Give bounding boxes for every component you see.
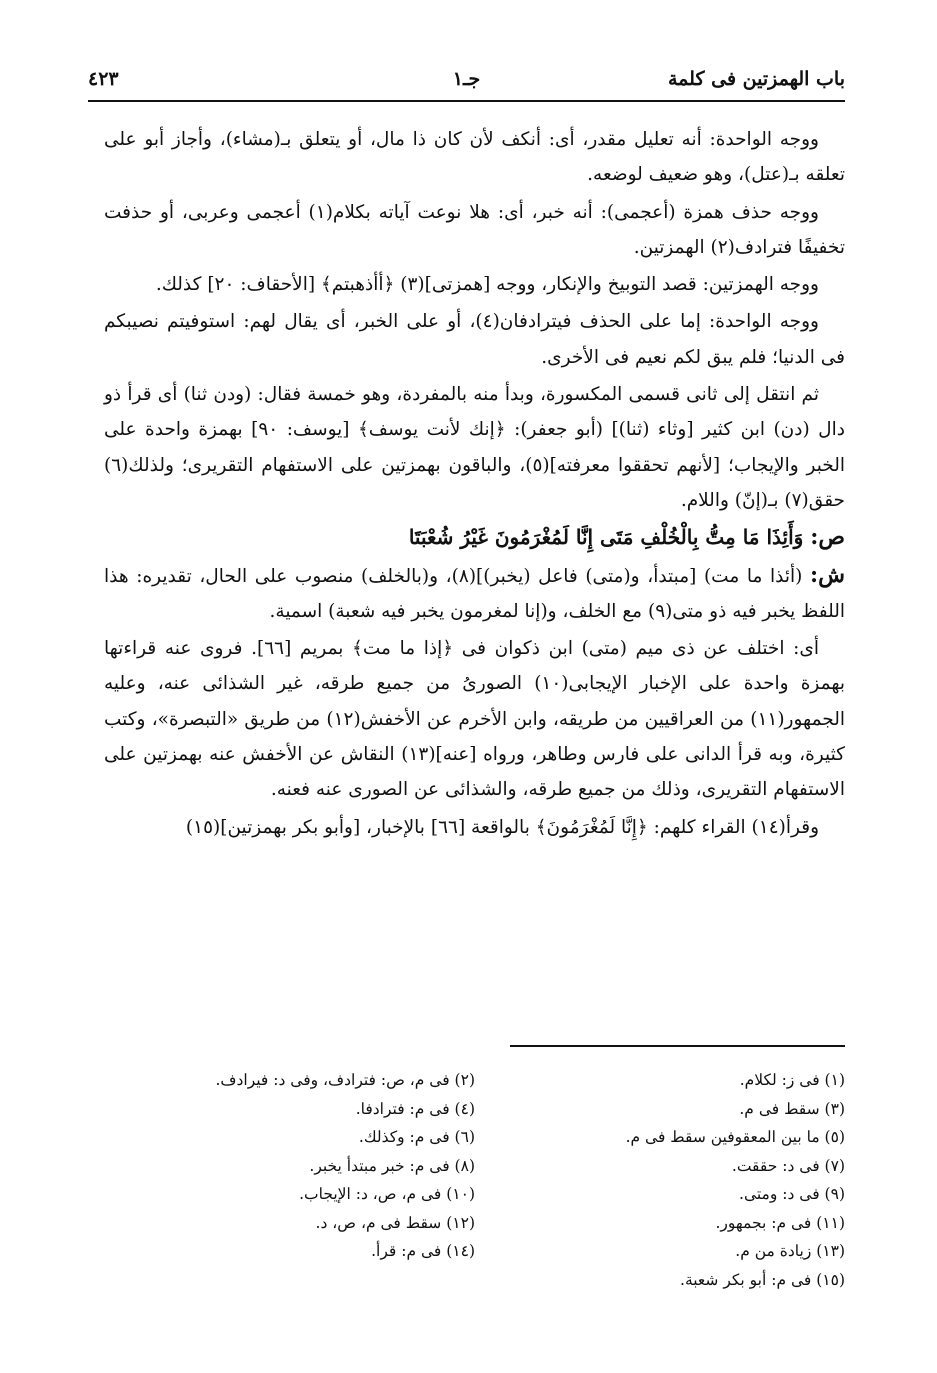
footnotes-even-column <box>115 1066 475 1266</box>
main-text <box>104 122 845 847</box>
paragraph: ووجه الهمزتين: قصد التوبيخ والإنكار، ووجه [همزتى](٣) ﴿أأذهبتم﴾ [الأحقاف: ٢٠] كذلك. <box>155 274 819 296</box>
footnotes-odd-column <box>485 1066 845 1294</box>
footnote: (٨) فى م: خبر مبتدأ يخبر. <box>309 1156 475 1175</box>
footnote: (١٠) فى م، ص، د: الإيجاب. <box>299 1185 475 1203</box>
verse-text: وَأَئِذَا مَا مِتُّ بِالْخُلْفِ مَتَى إِنَّا لَمُغْرَمُونَ غَيْرُ شُعْبَتَا <box>408 525 804 550</box>
paragraph: ووجه الواحدة: إما على الحذف فيترادفان(٤)، أو على الخبر، أى يقال لهم: استوفيتم نصيبكم فى الدنيا؛ فلم يبق لكم نعيم فى الأخرى. <box>104 311 845 368</box>
paragraph: أى: اختلف عن ذى ميم (متى) ابن ذكوان فى ﴿إذا ما مت﴾ بمريم [٦٦]. فروى عنه قراءتها بهمزة واحدة على الإخبار الإيجابى(١٠) الصورىُ من جميع طرقه، غير الشذائى عنه، وعليه الجمهور(١١) من العراقيين من طريقه، وابن الأخرم عن الأخفش(١٢) من طريق «التبصرة»، وكتب كثيرة، وبه قرأ الدانى على فارس وطاهر، ورواه [عنه](١٣) النقاش عن الأخفش عنه بهمزتين على الاستفهام التقريرى، وذلك من جميع طرقه، والشذائى عن الصورى عنه فعنه. <box>104 638 846 801</box>
running-header <box>88 60 845 102</box>
footnote: (٧) فى د: حققت. <box>731 1156 845 1175</box>
footnote: (١) فى ز: لكلام. <box>739 1071 845 1089</box>
footnote: (١٢) سقط فى م، ص، د. <box>315 1213 475 1232</box>
paragraph: وقرأ(١٤) القراء كلهم: ﴿إِنَّا لَمُغْرَمُونَ﴾ بالواقعة [٦٦] بالإخبار، [وأبو بكر بهمزتين](١٥) <box>185 816 819 838</box>
footnote: (٢) فى م، ص: فترادف، وفى د: فيرادف. <box>215 1071 475 1089</box>
volume-number: جـ١ <box>452 68 481 90</box>
footnote: (١٣) زيادة من م. <box>735 1242 845 1260</box>
footnote: (٥) ما بين المعقوفين سقط فى م. <box>625 1128 845 1146</box>
footnote: (٤) فى م: فترادفا. <box>355 1099 475 1118</box>
footnote: (١٥) فى م: أبو بكر شعبة. <box>680 1270 845 1289</box>
commentary-paragraph <box>104 558 845 630</box>
paragraph: ووجه حذف همزة (أعجمى): أنه خبر، أى: هلا نوعت آياته بكلام(١) أعجمى وعربى، أو حذفت تخفيفًا فترادف(٢) الهمزتين. <box>104 201 845 258</box>
footnote: (١١) فى م: بجمهور. <box>715 1213 845 1232</box>
verse-line <box>104 520 845 555</box>
commentary-mark: ش: <box>810 561 845 588</box>
footnote: (١٤) فى م: قرأ. <box>371 1242 475 1260</box>
page-number: ٤٢٣ <box>88 68 119 90</box>
paragraph: ثم انتقل إلى ثانى قسمى المكسورة، وبدأ منه بالمفردة، وهو خمسة فقال: (ودن ثنا) أى قرأ ذو دال (دن) ابن كثير [وثاء (ثنا)] (أبو جعفر): ﴿إنك لأنت يوسف﴾ [يوسف: ٩٠] بهمزة واحدة على الخبر والإيجاب؛ [لأنهم تحققوا معرفته](٥)، والباقون بهمزتين على الاستفهام التقريرى؛ ولذلك(٦) حقق(٧) بـ(إنّ) واللام. <box>104 384 845 511</box>
verse-mark: ص: <box>810 524 845 551</box>
commentary-text: (أئذا ما مت) [مبتدأ، و(متى) فاعل (يخبر)](٨)، و(بالخلف) منصوب على الحال، تقديره: هذا اللفظ يخبر فيه ذو متى(٩) مع الخلف، و(إنا لمغرمون يخبر فيه شعبة) اسمية. <box>104 565 845 622</box>
chapter-title: باب الهمزتين فى كلمة <box>667 68 845 90</box>
footnote: (٦) فى م: وكذلك. <box>358 1128 475 1146</box>
paragraph: ووجه الواحدة: أنه تعليل مقدر، أى: أنكف لأن كان ذا مال، أو يتعلق بـ(مشاء)، وأجاز أبو على تعلقه بـ(عتل)، وهو ضعيف لوضعه. <box>104 129 845 186</box>
footnote: (٩) فى د: ومتى. <box>739 1185 845 1203</box>
footnote-divider <box>510 1045 845 1047</box>
footnote: (٣) سقط فى م. <box>739 1099 845 1118</box>
